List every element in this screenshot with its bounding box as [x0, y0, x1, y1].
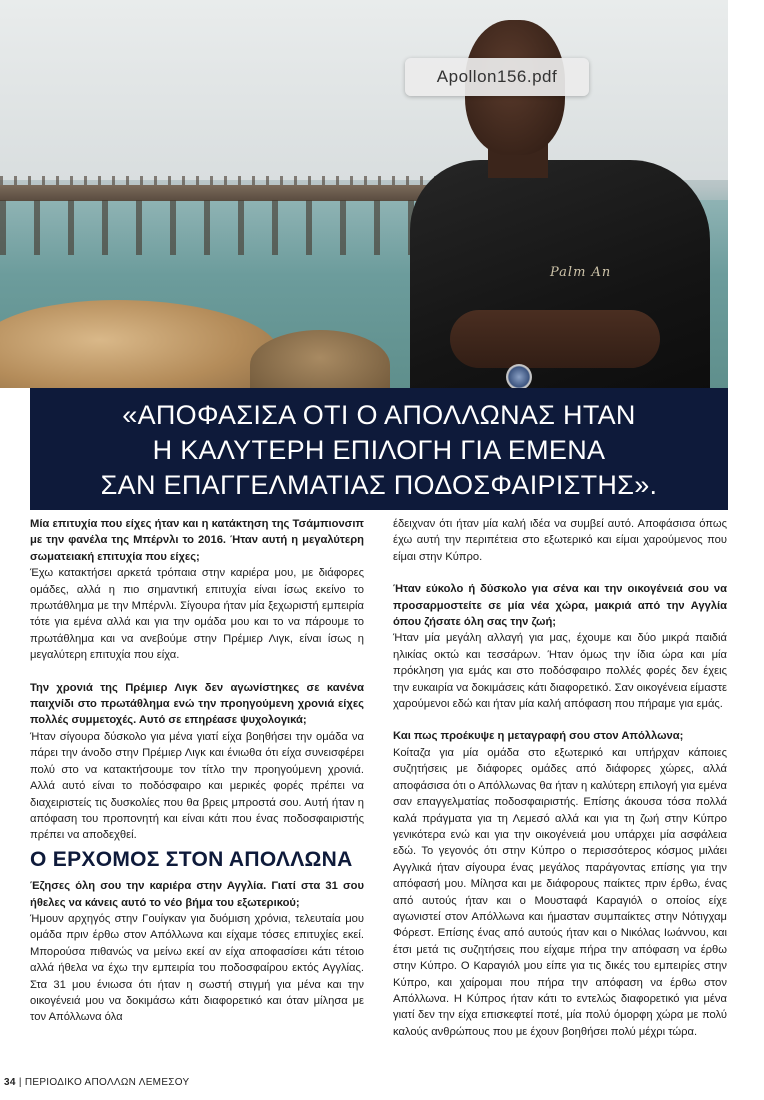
interview-question: Μία επιτυχία που είχες ήταν και η κατάκτηση της Τσάμπιονσιπ με την φανέλα της Μπέρνλι το 2016. Ήταν αυτή η μεγαλύτερη σωματειακή επιτυχία που είχες; [30, 518, 364, 563]
interview-answer: Ήταν σίγουρα δύσκολο για μένα γιατί είχα βοηθήσει την ομάδα να πάρει την άνοδο στην Πρέμιερ Λιγκ και ένιωθα ότι είχα συνεισφέρει πολύ στο να κατακτήσουμε τον τίτλο την προηγούμενη χρονιά. Αλλά αυτό είναι το ποδόσφαιρο και μερικές φορές πρέπει να διαχειριστείς τις δυσκολίες που θα βρεις μπροστά σου. Αυτή ήταν η απόφαση του προπονητή και είναι κάτι που ένας ποδοσφαιριστής πρέπει να αποδεχθεί. [30, 730, 364, 842]
publication-name: ΠΕΡΙΟΔΙΚΟ ΑΠΟΛΛΩΝ ΛΕΜΕΣΟΥ [24, 1077, 190, 1088]
interview-answer: Έχω κατακτήσει αρκετά τρόπαια στην καριέρα μου, με διάφορες ομάδες, αλλά η πιο σημαντική επιτυχία είναι ίσως εκείνο το πρωτάθλημα με την Μπέρνλι. Σίγουρα ήταν μία ξεχωριστή εμπειρία τότε για εμένα αλλά και για την ομάδα μου και το να πάρουμε το πρωτάθλημα και να ανεβούμε στην Πρέμιερ Λιγκ, είναι ίσως η μεγαλύτερη επιτυχία που είχα. [30, 567, 364, 662]
interview-question: Και πως προέκυψε η μεταγραφή σου στον Απόλλωνα; [393, 730, 684, 743]
hero-photo [0, 0, 728, 388]
watch-icon [506, 364, 532, 388]
interview-answer: Ήμουν αρχηγός στην Γουίγκαν για δυόμιση χρόνια, τελευταία μου ομάδα πριν έρθω στον Απόλλωνα και είχαμε τόσες επιτυχίες εκεί. Μπορούσα πιθανώς να μείνω εκεί αν είχα αποφασίσει κάτι τέτοιο αλλά ήθελα να έχω την εμπειρία του ποδοσφαίρου εκτός Αγγλίας. Στα 31 μου ένιωσα ότι ήταν η σωστή στιγμή για μένα και την οικογένειά μου να δοκιμάσω κάτι διαφορετικό και όταν μίλησα με τον Απόλλωνα όλα [30, 912, 364, 1024]
player-arm [450, 310, 660, 368]
interview-answer: Ήταν μία μεγάλη αλλαγή για μας, έχουμε και δύο μικρά παιδιά ηλικίας οκτώ και τεσσάρων. Ήταν όμως την ίδια ώρα και μία πρόκληση για εμάς και στο ποδόσφαιρο πολλές φορές δεν έχεις την ευκαιρία να δοκιμάσεις κάτι διαφορετικό. Σαν οικογένεια είμαστε χαρούμενοι εδώ και ήταν μία καλή απόφαση που πήραμε για εμάς. [393, 632, 727, 711]
pull-quote-line-1: «ΑΠΟΦΑΣΙΣΑ ΟΤΙ Ο ΑΠΟΛΛΩΝΑΣ ΗΤΑΝ [122, 400, 636, 430]
interview-question: Έζησες όλη σου την καριέρα στην Αγγλία. Γιατί στα 31 σου ήθελες να κάνεις αυτό το νέο βήμα του εξωτερικού; [30, 880, 364, 909]
article-column-left [30, 516, 364, 1026]
interview-question: Την χρονιά της Πρέμιερ Λιγκ δεν αγωνίστηκες σε κανένα παιχνίδι στο πρωτάθλημα ενώ την προηγούμενη χρονιά είχες πολλές συμμετοχές. Αυτό σε επηρέασε ψυχολογικά; [30, 681, 364, 727]
section-heading: Ο ΕΡΧΟΜΟΣ ΣΤΟΝ ΑΠΟΛΛΩΝΑ [30, 847, 353, 871]
interview-answer-continued: έδειχναν ότι ήταν μία καλή ιδέα να συμβεί αυτό. Αποφάσισα όπως έχω αυτή την περιπέτεια στο εξωτερικό και είμαι χαρούμενος που είμαι στην Κύπρο. [393, 518, 727, 563]
page-footer [4, 1077, 190, 1088]
article-column-right [393, 516, 727, 1040]
interview-answer: Κοίταζα για μία ομάδα στο εξωτερικό και υπήρχαν κάποιες συζητήσεις με διάφορες ομάδες από διάφορες χώρες, αλλά αποφάσισα ότι ο Απόλλωνας θα ήταν η καλύτερη επιλογή για εμένα σαν επαγγελματίας ποδοσφαιριστής. Επίσης άκουσα τόσα πολλά καλά πράγματα για τη Λεμεσό αλλά και για τη ζωή στην Κύπρο γενικότερα ενώ και για την οικογένειά μου υπάρχει μία ασφάλεια εδώ. Το γεγονός ότι στην Κύπρο ο περισσότερος κόσμος μιλάει Αγγλικά ήταν σίγουρα ένας μεγάλος παράγοντας επίσης για την απόφασή μου. Μίλησα και με διάφορους παίκτες πριν έρθω, ένας από αυτούς ήταν και ο Μουσταφά Καραγιόλ ο οποίος είχε αγωνιστεί στον Απόλλωνα και ήμασταν συμπαίκτες στην Νότιγχαμ Φόρεστ. Επίσης ένας από αυτούς ήταν και ο Νικόλας Ιωάννου, και έτσι μετά τις συζητήσεις που είχαμε πήρα την απόφαση να έρθω στην Κύπρο. Ο Καραγιόλ μου είπε για τις δικές του εμπειρίες στην Κύπρο, και χαίρομαι που πήρα την απόφαση να έρθω στον Απόλλωνα. Η Κύπρος ήταν κάτι το εντελώς διαφορετικό για μένα γιατί δεν την είχα επισκεφτεί ποτέ, μία πολύ όμορφη χώρα με πολύ καλούς ανθρώπους που με έχουν βοηθήσει πολύ μέχρι τώρα. [393, 746, 727, 1038]
footer-separator: | [18, 1077, 22, 1088]
shirt-print: Palm An [550, 265, 612, 280]
pull-quote-line-3: ΣΑΝ ΕΠΑΓΓΕΛΜΑΤΙΑΣ ΠΟΔΟΣΦΑΙΡΙΣΤΗΣ». [100, 470, 658, 500]
page-number: 34 [4, 1077, 16, 1088]
interview-question: Ήταν εύκολο ή δύσκολο για σένα και την οικογένειά σου να προσαρμοστείτε σε μία νέα χώρα, μακριά από την Αγγλία όπου ζήσατε όλη σας την ζωή; [393, 583, 727, 629]
pull-quote-line-2: Η ΚΑΛΥΤΕΡΗ ΕΠΙΛΟΓΗ ΓΙΑ ΕΜΕΝΑ [152, 435, 606, 465]
pdf-filename-tooltip: Apollon156.pdf [405, 58, 589, 96]
pull-quote-banner [30, 388, 728, 510]
